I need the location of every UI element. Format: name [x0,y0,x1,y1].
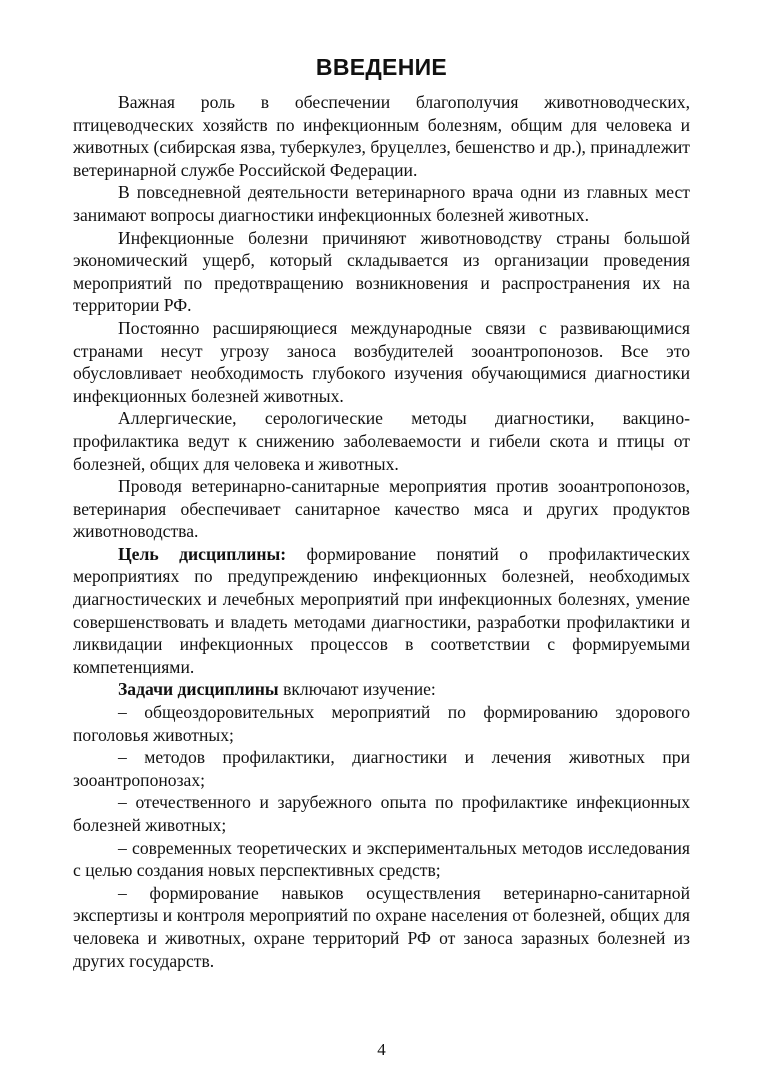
list-item: – современных теоретических и экспериментальных методов исследования с целью создания новых перспективных средств; [73,837,690,881]
page-number: 4 [377,1040,386,1059]
paragraph-discipline-goal [73,543,690,679]
page-title: ВВЕДЕНИЕ [315,54,448,80]
list-item: – методов профилактики, диагностики и лечения животных при зооантропонозах; [73,747,690,790]
tasks-text: включают изучение: [278,679,436,700]
goal-text: формирование понятий о профилактических мероприятиях по предупреждению инфекционных болезней, необходимых диагностических и лечебных мероприятий при инфекционных болезнях, умение совершенствовать и владеть методами диагностики, разработки профилактики и ликвидации инфекционных процессов в соответствии с формируемыми компетенциями. [73,543,690,677]
paragraph-international-ties: Постоянно расширяющиеся международные связи с развивающимися странами несут угрозу заноса возбудителей зооантропонозов. Все это обусловливает необходимость глубокого изучения обучающимися диагностики инфекционных болезней животных. [73,317,690,406]
goal-label: Цель дисциплины: [118,543,287,564]
document-page [73,52,690,972]
paragraph-allergic-methods: Аллергические, серологические методы диагностики, вакцинопрофилактика ведут к снижению заболеваемости и гибели скота и птицы от болезней, общих для человека и животных. [73,408,690,474]
paragraph-economic-damage: Инфекционные болезни причиняют животноводству страны большой экономический ущерб, который складывается из организации проведения мероприятий по предотвращению возникновения и распространения их на территории РФ. [73,227,690,316]
paragraph-sanitary-measures: Проводя ветеринарно-санитарные мероприятия против зооантропонозов, ветеринария обеспечивает санитарное качество мяса и других продуктов животноводства. [73,476,690,542]
list-item: – отечественного и зарубежного опыта по профилактике инфекционных болезней животных; [73,792,690,835]
list-item: – формирование навыков осуществления ветеринарно-санитарной экспертизы и контроля мероприятий по охране населения от болезней, общих для человека и животных, охране территорий РФ от заноса заразных болезней из других государств. [73,882,690,971]
paragraph-intro: Важная роль в обеспечении благополучия животноводческих, птицеводческих хозяйств по инфекционным болезням, общим для человека и животных (сибирская язва, туберкулез, бруцеллез, бешенство и др.), принадлежит ветеринарной службе Российской Федерации. [73,92,690,180]
tasks-label: Задачи дисциплины [118,679,279,700]
list-item: – общеоздоровительных мероприятий по формированию здорового поголовья животных; [73,702,690,745]
paragraph-discipline-tasks [73,678,690,701]
paragraph-diagnostics: В повседневной деятельности ветеринарного врача одни из главных мест занимают вопросы диагностики инфекционных болезней животных. [73,182,690,225]
